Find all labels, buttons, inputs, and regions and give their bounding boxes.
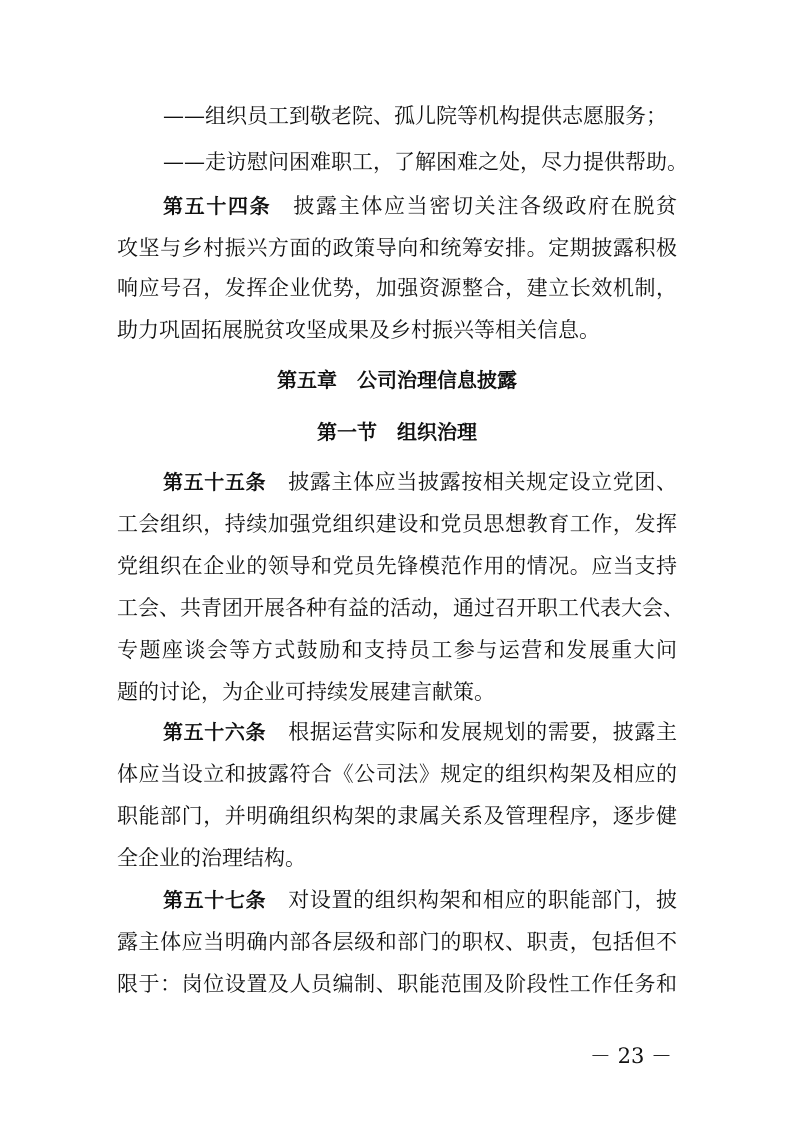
article-57-label: 第五十七条 [163, 888, 267, 912]
page-number: － 23 － [589, 1044, 672, 1068]
article-54-text: 披露主体应当密切关注各级政府在脱贫 [293, 194, 678, 218]
section-heading: 第一节 组织治理 [317, 420, 477, 444]
paragraph-line: 工会组织，持续加强党组织建设和党员思想教育工作，发挥 [117, 512, 677, 536]
paragraph-line: 题的讨论，为企业可持续发展建言献策。 [117, 680, 495, 704]
article-56-label: 第五十六条 [163, 720, 267, 744]
list-item-volunteer: ——组织员工到敬老院、孤儿院等机构提供志愿服务； [163, 104, 667, 128]
article-57-first-line [163, 884, 677, 916]
paragraph-line: 限于：岗位设置及人员编制、职能范围及阶段性工作任务和 [117, 972, 677, 996]
article-55-first-line [163, 466, 677, 498]
paragraph-line: 党组织在企业的领导和党员先锋模范作用的情况。应当支持 [117, 554, 677, 578]
article-55-text: 披露主体应当披露按相关规定设立党团、 [288, 470, 678, 494]
list-item-visit: ——走访慰问困难职工，了解困难之处，尽力提供帮助。 [163, 150, 688, 174]
paragraph-line: 助力巩固拓展脱贫攻坚成果及乡村振兴等相关信息。 [117, 318, 600, 342]
paragraph-line: 全企业的治理结构。 [117, 846, 306, 870]
paragraph-line: 职能部门，并明确组织构架的隶属关系及管理程序，逐步健 [117, 804, 677, 828]
paragraph-line: 响应号召，发挥企业优势，加强资源整合，建立长效机制， [117, 276, 677, 300]
paragraph-line: 体应当设立和披露符合《公司法》规定的组织构架及相应的 [117, 762, 677, 786]
paragraph-line: 攻坚与乡村振兴方面的政策导向和统筹安排。定期披露积极 [117, 236, 677, 260]
article-56-first-line [163, 716, 677, 748]
article-56-text: 根据运营实际和发展规划的需要，披露主 [288, 720, 678, 744]
article-57-text: 对设置的组织构架和相应的职能部门，披 [288, 888, 678, 912]
paragraph-line: 专题座谈会等方式鼓励和支持员工参与运营和发展重大问 [117, 638, 677, 662]
article-54-label: 第五十四条 [163, 194, 272, 218]
chapter-heading: 第五章 公司治理信息披露 [277, 368, 517, 392]
article-54-first-line [163, 190, 677, 222]
paragraph-line: 露主体应当明确内部各层级和部门的职权、职责，包括但不 [117, 930, 677, 954]
paragraph-line: 工会、共青团开展各种有益的活动，通过召开职工代表大会、 [117, 596, 684, 620]
article-55-label: 第五十五条 [163, 470, 267, 494]
